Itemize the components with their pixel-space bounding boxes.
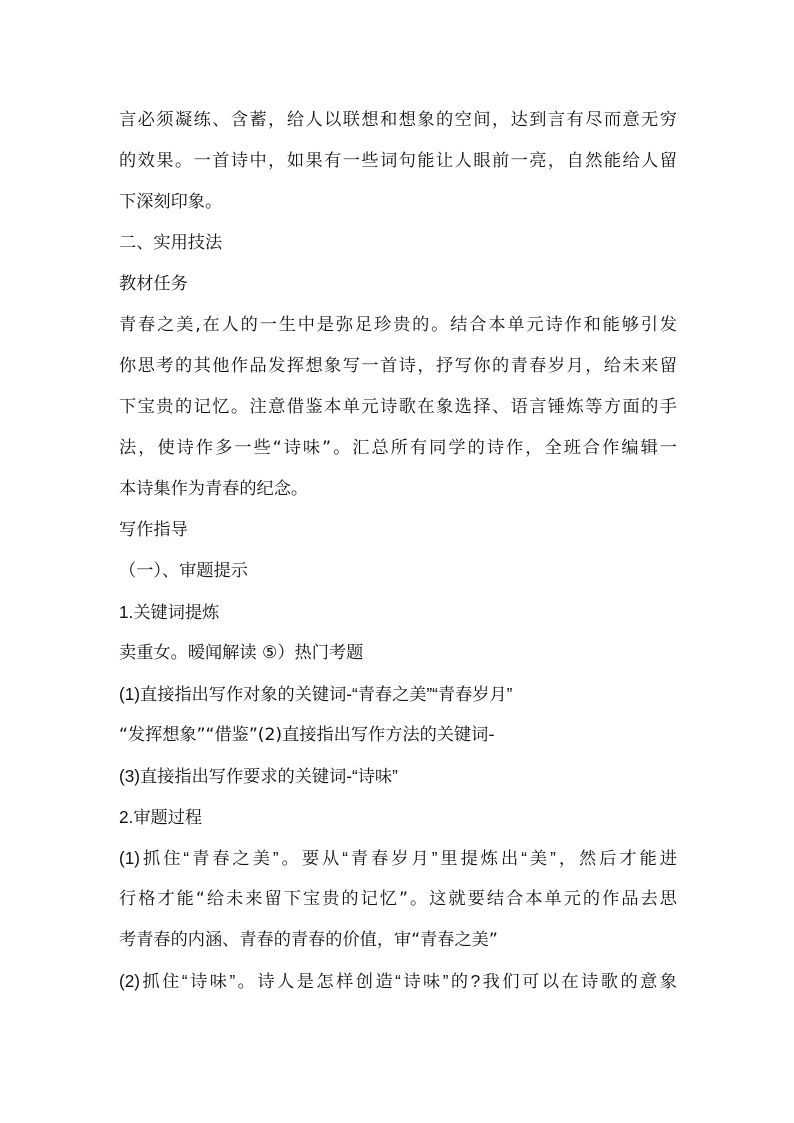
paragraph-line: 下深刻印象。 [119, 192, 223, 212]
paragraph-line: 法，使诗作多一些“诗味”。汇总所有同学的诗作，全班合作编辑一 [119, 438, 677, 458]
paragraph-line: 行格才能“给未来留下宝贵的记忆”。这就要结合本单元的作品去思 [119, 889, 677, 909]
numbered-heading: 2.审题过程 [119, 807, 203, 827]
list-item: (2)抓住“诗味”。诗人是怎样创造“诗味”的?我们可以在诗歌的意象 [119, 971, 677, 991]
paragraph-line: 卖重女。暧闻解读 ⑤）热门考题 [119, 643, 364, 663]
list-item: (3)直接指出写作要求的关键词-“诗味” [119, 766, 398, 786]
list-item: (1)抓住“青春之美”。要从“青春岁月”里提炼出“美”，然后才能进 [119, 848, 677, 868]
section-heading: 二、实用技法 [119, 233, 223, 253]
paragraph-line: 青春之美,在人的一生中是弥足珍贵的。结合本单元诗作和能够引发 [119, 315, 677, 335]
paragraph-line: 的效果。一首诗中，如果有一些词句能让人眼前一亮，自然能给人留 [119, 151, 677, 171]
paragraph-line: 考青春的内涵、青春的青春的价值，审“青春之美” [119, 930, 498, 950]
paragraph-line: 言必须凝练、含蓄，给人以联想和想象的空间，达到言有尽而意无穷 [119, 110, 677, 130]
paragraph-line: 本诗集作为青春的纪念。 [119, 479, 309, 499]
numbered-heading: 1.关键词提炼 [119, 602, 220, 622]
paragraph-line: 你思考的其他作品发挥想象写一首诗，抒写你的青春岁月，给未来留 [119, 356, 677, 376]
list-item: “发挥想象”“借鉴”(2)直接指出写作方法的关键词- [119, 725, 495, 745]
subsection-heading: 教材任务 [119, 274, 188, 294]
document-body [119, 100, 677, 1002]
subsection-heading: （一）、审题提示 [119, 561, 248, 581]
paragraph-line: 下宝贵的记忆。注意借鉴本单元诗歌在象选择、语言锤炼等方面的手 [119, 397, 677, 417]
list-item: (1)直接指出写作对象的关键词-“青春之美”“青春岁月” [119, 684, 513, 704]
subsection-heading: 写作指导 [119, 520, 188, 540]
